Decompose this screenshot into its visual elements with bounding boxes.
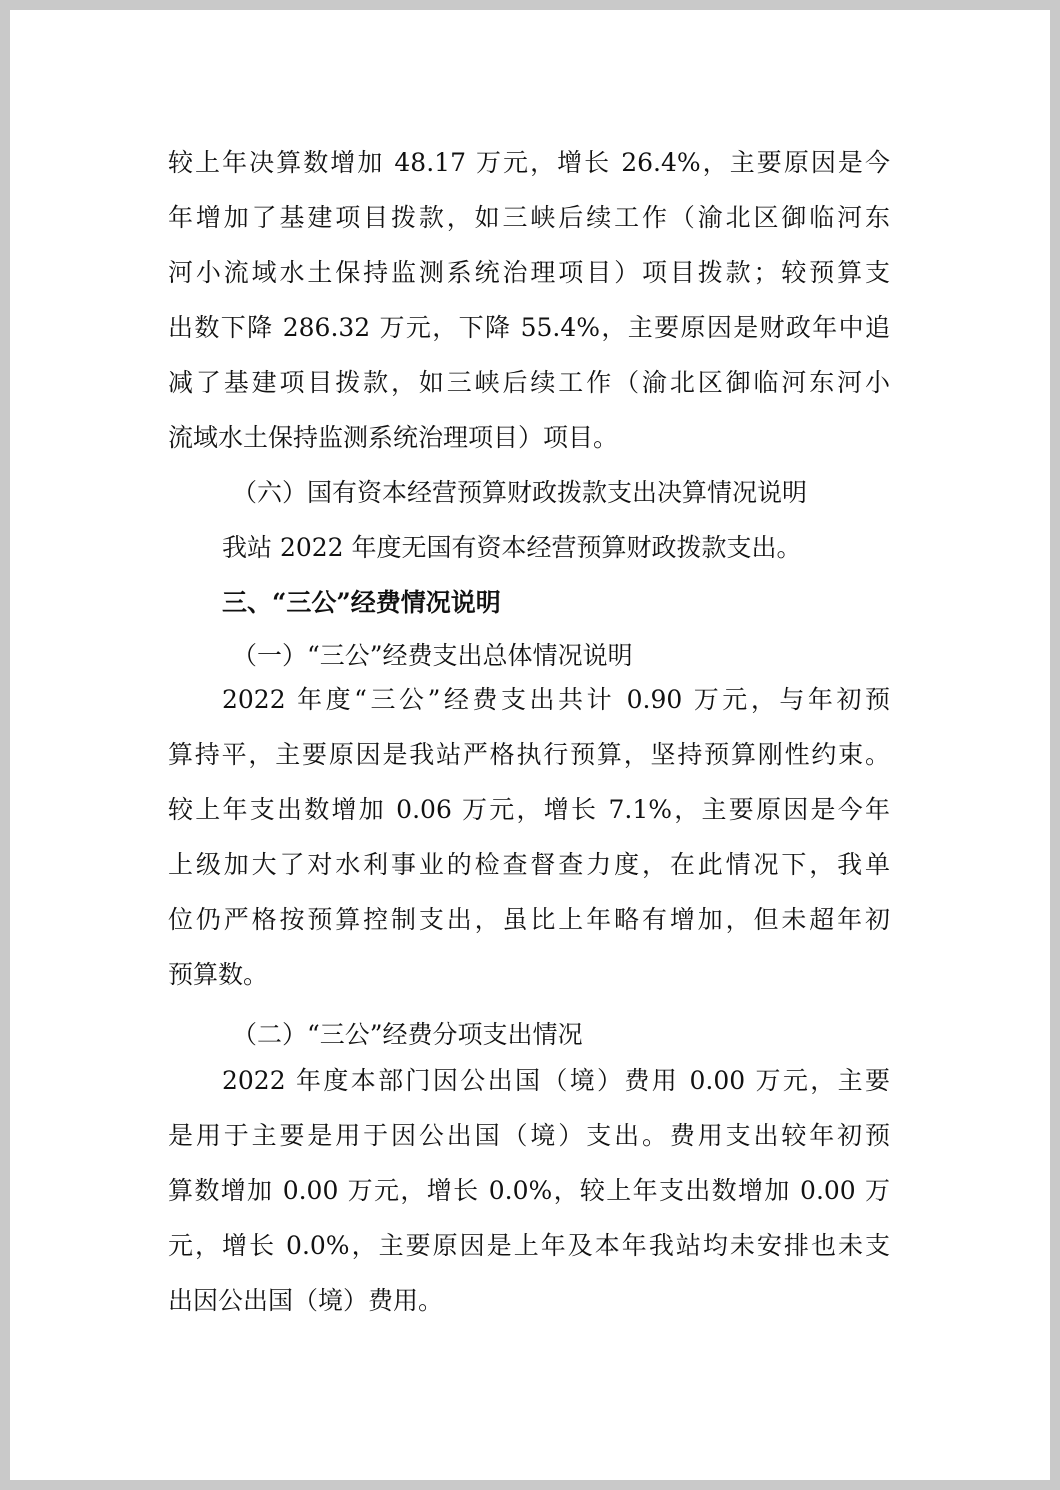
body-text-line: 2022 年度本部门因公出国（境）费用 0.00 万元，主要 [222, 1066, 890, 1095]
body-text-line: 年增加了基建项目拨款，如三峡后续工作（渝北区御临河东 [168, 203, 890, 232]
body-text-line: 出数下降 286.32 万元，下降 55.4%，主要原因是财政年中追 [168, 313, 890, 342]
body-text-line: 算数增加 0.00 万元，增长 0.0%，较上年支出数增加 0.00 万 [168, 1176, 890, 1205]
body-text-line: 位仍严格按预算控制支出，虽比上年略有增加，但未超年初 [168, 905, 890, 934]
body-text-line: 流域水土保持监测系统治理项目）项目。 [168, 423, 619, 452]
body-text-line: 上级加大了对水利事业的检查督查力度，在此情况下，我单 [168, 850, 890, 879]
body-text-line: 我站 2022 年度无国有资本经营预算财政拨款支出。 [222, 533, 802, 562]
section-heading: （六）国有资本经营预算财政拨款支出决算情况说明 [232, 478, 808, 507]
body-text-line: 减了基建项目拨款，如三峡后续工作（渝北区御临河东河小 [168, 368, 890, 397]
section-heading: （一）“三公”经费支出总体情况说明 [232, 641, 633, 670]
body-text-line: 较上年决算数增加 48.17 万元，增长 26.4%，主要原因是今 [168, 148, 890, 177]
chapter-heading: 三、“三公”经费情况说明 [222, 588, 501, 617]
body-text-line: 算持平，主要原因是我站严格执行预算，坚持预算刚性约束。 [168, 740, 890, 769]
body-text-line: 是用于主要是用于因公出国（境）支出。费用支出较年初预 [168, 1121, 890, 1150]
body-text-line: 河小流域水土保持监测系统治理项目）项目拨款；较预算支 [168, 258, 890, 287]
body-text-line: 出因公出国（境）费用。 [168, 1286, 444, 1315]
body-text-line: 预算数。 [168, 960, 269, 989]
body-text-line: 2022 年度“三公”经费支出共计 0.90 万元，与年初预 [222, 685, 890, 714]
body-text-line: 元，增长 0.0%，主要原因是上年及本年我站均未安排也未支 [168, 1231, 890, 1260]
body-text-line: 较上年支出数增加 0.06 万元，增长 7.1%，主要原因是今年 [168, 795, 890, 824]
section-heading: （二）“三公”经费分项支出情况 [232, 1020, 583, 1049]
